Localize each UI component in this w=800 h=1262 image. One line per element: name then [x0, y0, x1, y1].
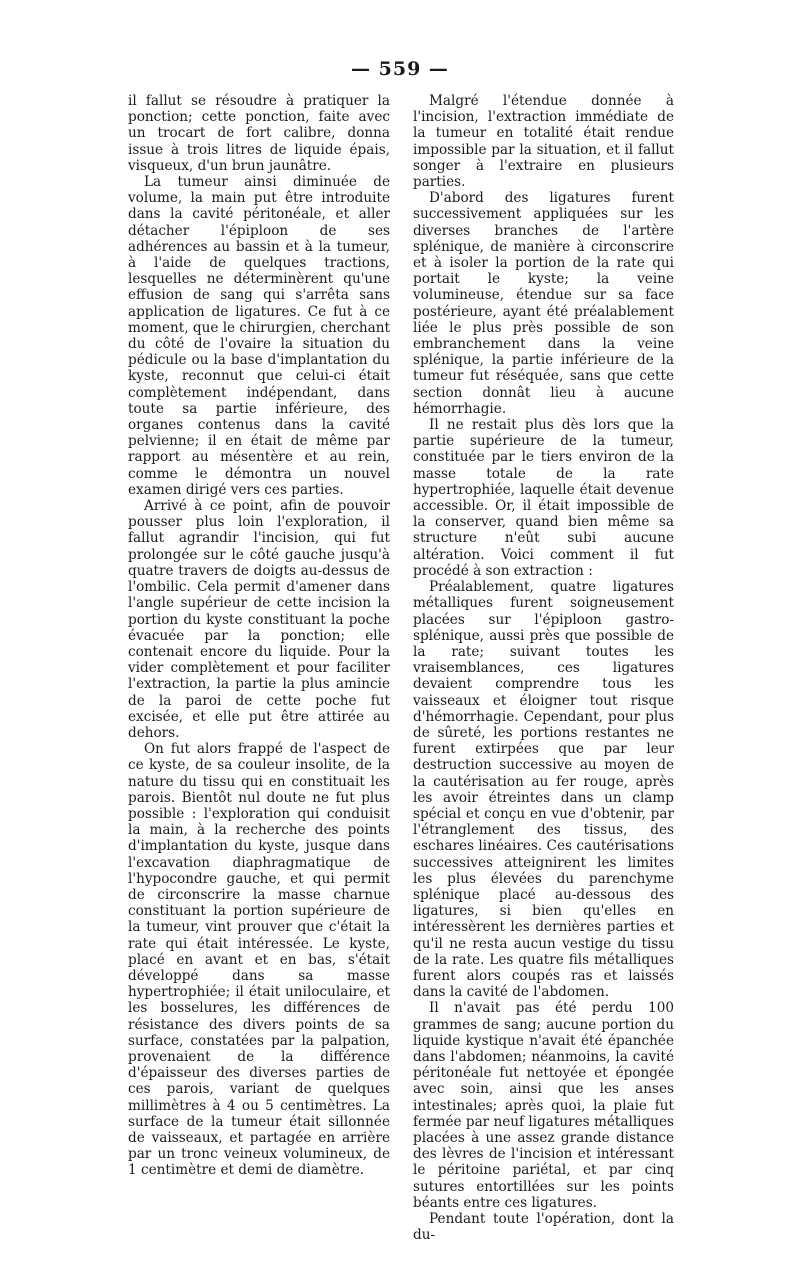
- paragraph: Malgré l'étendue donnée à l'incision, l'extraction immédiate de la tumeur en totalité était rendue impossible par la situation, et il fallut songer à l'extraire en plusieurs parties.: [413, 93, 674, 191]
- paragraph: Pendant toute l'opération, dont la du-: [413, 1211, 674, 1244]
- right-column: [413, 93, 674, 1243]
- paragraph: Arrivé à ce point, afin de pouvoir pousser plus loin l'exploration, il fallut agrandir l'incision, qui fut prolongée sur le côté gauche jusqu'à quatre travers de doigts au-dessus de l'ombilic. Cela permit d'amener dans l'angle supérieur de cette incision la portion du kyste constituant la poche évacuée par la ponction; elle contenait encore du liquide. Pour la vider complètement et pour faciliter l'extraction, la partie la plus amincie de la paroi de cette poche fut excisée, et elle put être attirée au dehors.: [128, 498, 390, 741]
- page-number: — 559 —: [351, 58, 449, 80]
- paragraph: D'abord des ligatures furent successivement appliquées sur les diverses branches de l'artère splénique, de manière à circonscrire et à isoler la portion de la rate qui portait le kyste; la veine volumineuse, étendue sur sa face postérieure, ayant été préalablement liée le plus près possible de son embranchement dans la veine splénique, la partie inférieure de la tumeur fut réséquée, sans que cette section donnât lieu à aucune hémorrhagie.: [413, 190, 674, 417]
- paragraph: La tumeur ainsi diminuée de volume, la main put être introduite dans la cavité péritonéale, et aller détacher l'épiploon de ses adhérences au bassin et à la tumeur, à l'aide de quelques tractions, lesquelles ne déterminèrent qu'une effusion de sang qui s'arrêta sans application de ligatures. Ce fut à ce moment, que le chirurgien, cherchant du côté de l'ovaire la situation du pédicule ou la base d'implantation du kyste, reconnut que celui-ci était complètement indépendant, dans toute sa partie inférieure, des organes contenus dans la cavité pelvienne; il en était de même par rapport au mésentère et au rein, comme le démontra un nouvel examen dirigé vers ces parties.: [128, 174, 390, 498]
- paragraph: Préalablement, quatre ligatures métalliques furent soigneusement placées sur l'épiploon gastro-splénique, aussi près que possible de la rate; suivant toutes les vraisemblances, ces ligatures devaient comprendre tous les vaisseaux et éloigner tout risque d'hémorrhagie. Cependant, pour plus de sûreté, les portions restantes ne furent extirpées que par leur destruction successive au moyen de la cautérisation au fer rouge, après les avoir étreintes dans un clamp spécial et conçu en vue d'obtenir, par l'étranglement des tissus, des eschares linéaires. Ces cautérisations successives atteignirent les limites les plus élevées du parenchyme splénique placé au-dessous des ligatures, si bien qu'elles en intéressèrent les dernières parties et qu'il ne resta aucun vestige du tissu de la rate. Les quatre fils métalliques furent alors coupés ras et laissés dans la cavité de l'abdomen.: [413, 579, 674, 1001]
- paragraph: On fut alors frappé de l'aspect de ce kyste, de sa couleur insolite, de la nature du tissu qui en constituait les parois. Bientôt nul doute ne fut plus possible : l'exploration qui conduisit la main, à la recherche des points d'implantation du kyste, jusque dans l'excavation diaphragmatique de l'hypocondre gauche, et qui permit de circonscrire la masse charnue constituant la portion supérieure de la tumeur, vint prouver que c'était la rate qui était intéressée. Le kyste, placé en avant et en bas, s'était développé dans sa masse hypertrophiée; il était uniloculaire, et les bosselures, les différences de résistance des divers points de sa surface, constatées par la palpation, provenaient de la différence d'épaisseur des diverses parties de ces parois, variant de quelques millimètres à 4 ou 5 centimètres. La surface de la tumeur était sillonnée de vaisseaux, et partagée en arrière par un tronc veineux volumineux, de 1 centimètre et demi de diamètre.: [128, 741, 390, 1179]
- paragraph: Il ne restait plus dès lors que la partie supérieure de la tumeur, constituée par le tiers environ de la masse totale de la rate hypertrophiée, laquelle était devenue accessible. Or, il était impossible de la conserver, quand bien même sa structure n'eût subi aucune altération. Voici comment il fut procédé à son extraction :: [413, 417, 674, 579]
- paragraph: il fallut se résoudre à pratiquer la ponction; cette ponction, faite avec un trocart de fort calibre, donna issue à trois litres de liquide épais, visqueux, d'un brun jaunâtre.: [128, 93, 390, 174]
- left-column: [128, 93, 390, 1179]
- paragraph: Il n'avait pas été perdu 100 grammes de sang; aucune portion du liquide kystique n'avait été épanchée dans l'abdomen; néanmoins, la cavité péritonéale fut nettoyée et épongée avec soin, ainsi que les anses intestinales; après quoi, la plaie fut fermée par neuf ligatures métalliques placées à une assez grande distance des lèvres de l'incision et intéressant le péritoine pariétal, et par cinq sutures entortillées sur les points béants entre ces ligatures.: [413, 1000, 674, 1211]
